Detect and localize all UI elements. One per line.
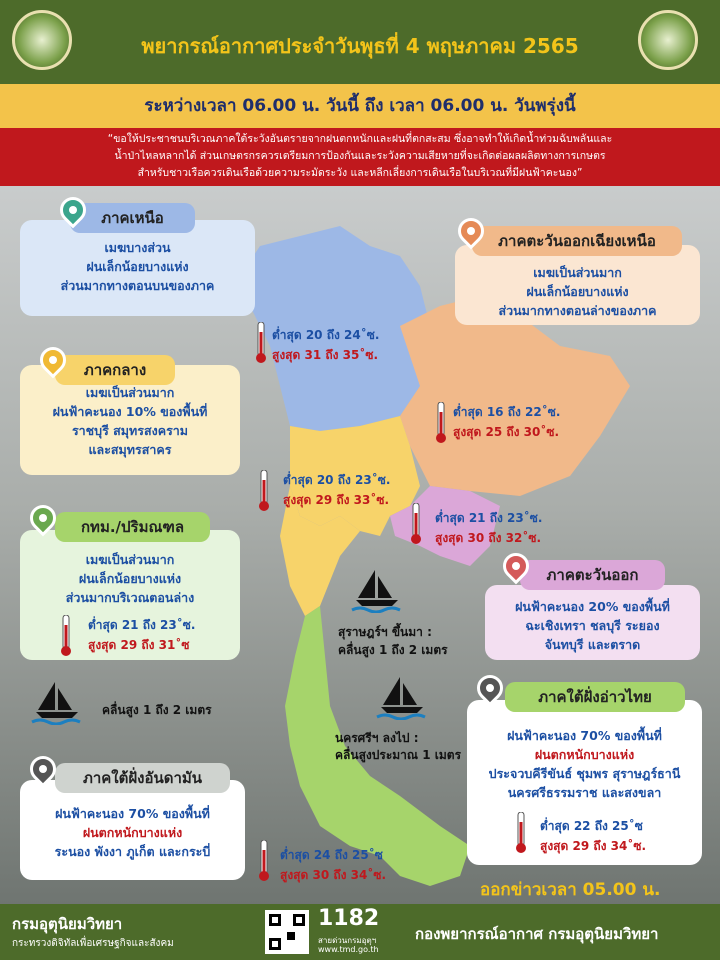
bangkok-label: กทม./ปริมณฑล (55, 512, 210, 542)
thermometer-icon (515, 812, 527, 854)
central-line: และสมุทรสาคร (88, 442, 172, 457)
thermometer-icon (60, 615, 72, 657)
central-line: ราชบุรี สมุทรสงคราม (71, 423, 189, 438)
bangkok-line: ส่วนมากบริเวณตอนล่าง (65, 590, 195, 605)
thermometer-icon (258, 470, 270, 512)
northeast-temp-high: สูงสุด 25 ถึง 30˚ซ. (453, 425, 560, 439)
south-gulf-line: นครศรีธรรมราช และสงขลา (507, 785, 662, 800)
thermometer-icon (410, 503, 422, 545)
east-line: จันทบุรี และตราด (544, 637, 641, 652)
northeast-line: ส่วนมากทางตอนล่างของภาค (498, 303, 657, 318)
south-andaman-label: ภาคใต้ฝั่งอันดามัน (55, 763, 230, 793)
south-gulf-temp-high: สูงสุด 29 ถึง 34˚ซ. (540, 839, 647, 853)
south-gulf-heavy-rain: ฝนตกหนักบางแห่ง (534, 747, 635, 762)
south-gulf-line: ฝนฟ้าคะนอง 70% ของพื้นที่ (507, 728, 662, 743)
footer-dept: กรมอุตุนิยมวิทยา (12, 915, 123, 933)
footer-division: กองพยากรณ์อากาศ กรมอุตุนิยมวิทยา (415, 925, 659, 943)
north-temp-high: สูงสุด 31 ถึง 35˚ซ. (272, 348, 379, 362)
bangkok-temp-low: ต่ำสุด 21 ถึง 23˚ซ. (88, 618, 196, 632)
central-line: เมฆเป็นส่วนมาก (85, 385, 175, 400)
wave-gulf-upper-label: สุราษฎร์ฯ ขึ้นมา : (338, 625, 432, 639)
footer-bar (0, 904, 720, 960)
central-temp-low: ต่ำสุด 20 ถึง 23˚ซ. (283, 473, 391, 487)
central-line: ฝนฟ้าคะนอง 10% ของพื้นที่ (52, 404, 208, 419)
east-label: ภาคตะวันออก (520, 560, 665, 590)
north-label: ภาคเหนือ (70, 203, 195, 233)
thermometer-icon (258, 840, 270, 882)
east-temp-high: สูงสุด 30 ถึง 32˚ซ. (435, 531, 542, 545)
south-andaman-temp-high: สูงสุด 30 ถึง 34˚ซ. (280, 868, 387, 882)
northeast-label: ภาคตะวันออกเฉียงเหนือ (472, 226, 682, 256)
north-line: ฝนเล็กน้อยบางแห่ง (86, 259, 189, 274)
wave-gulf-upper-value: คลื่นสูง 1 ถึง 2 เมตร (338, 643, 448, 657)
north-line: ส่วนมากทางตอนบนของภาค (60, 278, 215, 293)
south-gulf-label: ภาคใต้ฝั่งอ่าวไทย (505, 682, 685, 712)
northeast-temp-low: ต่ำสุด 16 ถึง 22˚ซ. (453, 405, 561, 419)
bangkok-line: เมฆเป็นส่วนมาก (85, 552, 175, 567)
warning-banner (0, 128, 720, 186)
bangkok-line: ฝนเล็กน้อยบางแห่ง (78, 571, 182, 586)
warning-line: น้ำป่าไหลหลากได้ ส่วนเกษตรกรควรเตรียมการป้องกันและระวังความเสียหายที่จะเกิดต่อผลผลิตทางการเกษตร (114, 150, 606, 162)
qr-code-icon[interactable] (265, 910, 309, 954)
ministry-logo (12, 10, 72, 70)
hotline-label: สายด่วนกรมอุตุฯ (318, 936, 377, 945)
south-gulf-temp-low: ต่ำสุด 22 ถึง 25˚ซ (540, 819, 643, 833)
hotline-number: 1182 (318, 906, 380, 931)
east-line: ฉะเชิงเทรา ชลบุรี ระยอง (525, 618, 660, 633)
northeast-line: ฝนเล็กน้อยบางแห่ง (526, 284, 629, 299)
south-andaman-heavy-rain: ฝนตกหนักบางแห่ง (82, 825, 183, 840)
page-title: พยากรณ์อากาศประจำวันพุธที่ 4 พฤษภาคม 2565 (141, 34, 579, 58)
northeast-line: เมฆเป็นส่วนมาก (533, 265, 622, 280)
north-line: เมฆบางส่วน (104, 240, 171, 255)
tmd-logo (638, 10, 698, 70)
central-temp-high: สูงสุด 29 ถึง 33˚ซ. (283, 493, 390, 507)
bangkok-temp-high: สูงสุด 29 ถึง 31˚ซ (88, 638, 190, 652)
south-gulf-line: ประจวบคีรีขันธ์ ชุมพร สุราษฎร์ธานี (488, 766, 681, 781)
thermometer-icon (255, 322, 267, 364)
wave-gulf-lower-value: คลื่นสูงประมาณ 1 เมตร (335, 748, 462, 762)
website-link[interactable]: www.tmd.go.th (318, 945, 379, 954)
footer-ministry: กระทรวงดิจิทัลเพื่อเศรษฐกิจและสังคม (12, 938, 174, 949)
thermometer-icon (435, 402, 447, 444)
warning-line: สำหรับชาวเรือควรเดินเรือด้วยความระมัดระวัง และหลีกเลี่ยงการเดินเรือในบริเวณที่มีฝนฟ้าคะนอง” (137, 167, 583, 179)
north-info-box (20, 220, 255, 316)
south-andaman-line: ระนอง พังงา ภูเก็ต และกระบี่ (54, 844, 211, 859)
warning-line: “ขอให้ประชาชนบริเวณภาคใต้ระวังอันตรายจากฝนตกหนักและฝนที่ตกสะสม ซึ่งอาจทำให้เกิดน้ำท่วมฉับพลันและ (107, 133, 613, 145)
east-temp-low: ต่ำสุด 21 ถึง 23˚ซ. (435, 511, 543, 525)
forecast-period: ระหว่างเวลา 06.00 น. วันนี้ ถึง เวลา 06.00 น. วันพรุ่งนี้ (0, 84, 720, 128)
south-andaman-temp-low: ต่ำสุด 24 ถึง 25˚ซ (280, 848, 383, 862)
sailboat-icon (30, 680, 90, 725)
south-andaman-info-box (20, 780, 245, 880)
central-label: ภาคกลาง (55, 355, 175, 385)
wave-gulf-lower-label: นครศรีฯ ลงไป : (335, 731, 419, 745)
sailboat-icon (375, 675, 435, 720)
wave-andaman-value: คลื่นสูง 1 ถึง 2 เมตร (102, 703, 212, 717)
north-temp-low: ต่ำสุด 20 ถึง 24˚ซ. (272, 328, 380, 342)
south-andaman-line: ฝนฟ้าคะนอง 70% ของพื้นที่ (55, 806, 210, 821)
northeast-info-box (455, 245, 700, 325)
sailboat-icon (350, 568, 410, 613)
east-line: ฝนฟ้าคะนอง 20% ของพื้นที่ (515, 599, 670, 614)
east-info-box (485, 585, 700, 660)
issued-time: ออกข่าวเวลา 05.00 น. (480, 880, 661, 900)
region-northeast (400, 296, 630, 496)
